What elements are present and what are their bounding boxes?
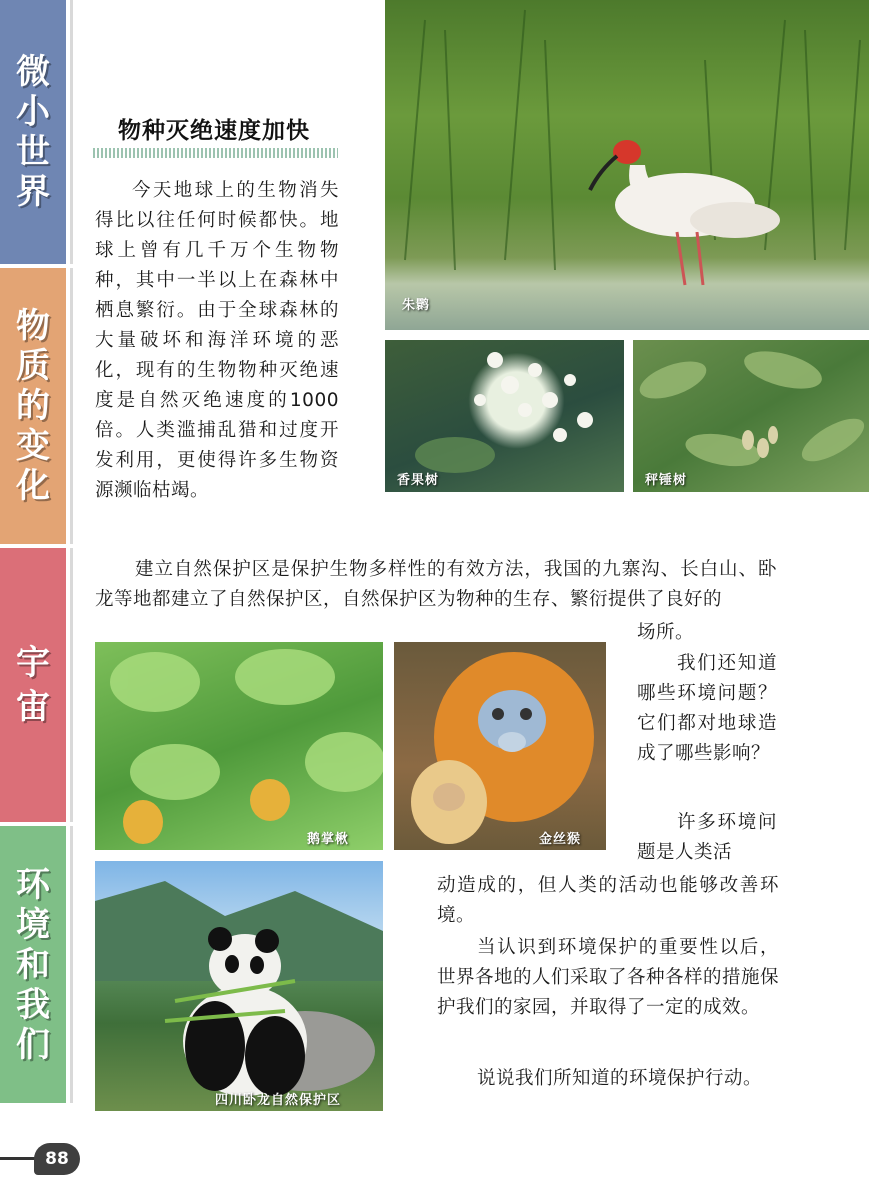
caption-tree1: 香果树 — [397, 473, 440, 488]
tab-char: 和 — [16, 944, 50, 985]
caption-monkey: 金丝猴 — [539, 832, 582, 847]
tab-char: 物 — [16, 306, 50, 346]
tab-char: 宇 — [16, 643, 50, 683]
paragraph-protection: 当认识到环境保护的重要性以后，世界各地的人们采取了各种各样的措施保护我们的家园，并取得了一定的成效。 — [437, 937, 780, 1018]
tab-char: 化 — [16, 466, 50, 506]
photo-emmenopterys-tree — [385, 340, 624, 492]
paragraph-human-activity: 许多环境问题是人类活 — [637, 812, 777, 863]
tab-char: 微 — [16, 52, 50, 92]
section-title: 物种灭绝速度加快 — [118, 118, 310, 144]
tab-char: 世 — [16, 132, 50, 172]
page-number: 88 — [34, 1143, 80, 1175]
tab-char: 环 — [16, 864, 50, 905]
paragraph-reserves: 建立自然保护区是保护生物多样性的有效方法，我国的九寨沟、长白山、卧龙等地都建立了自然保护区，自然保护区为物种的生存、繁衍提供了良好的 — [95, 559, 777, 610]
photo-crested-ibis — [385, 0, 869, 330]
title-underline — [93, 148, 338, 158]
photo-sinojackia-tree — [633, 340, 869, 492]
paragraph-discussion: 说说我们所知道的环境保护行动。 — [477, 1068, 763, 1089]
tab-char: 我 — [16, 984, 50, 1025]
caption-panda: 四川卧龙自然保护区 — [215, 1093, 342, 1108]
paragraph-reserves-end: 场所。 — [637, 622, 695, 643]
ibis-illustration — [385, 0, 869, 330]
photo-panda-wolong — [95, 861, 383, 1111]
page-number-line — [0, 1157, 38, 1160]
tab-char: 小 — [16, 92, 50, 132]
tab-char: 界 — [16, 172, 50, 212]
tab-char: 质 — [16, 346, 50, 386]
tab-char: 的 — [16, 386, 50, 426]
tab-environment-and-us[interactable] — [0, 826, 70, 1103]
tab-char: 变 — [16, 426, 50, 466]
panda-illustration — [95, 861, 383, 1111]
photo-golden-monkey — [394, 642, 606, 850]
caption-tulip: 鹅掌楸 — [307, 832, 350, 847]
tab-universe[interactable] — [0, 548, 70, 822]
caption-tree2: 秤锤树 — [645, 473, 688, 488]
paragraph-intro: 今天地球上的生物消失得比以往任何时候都快。地球上曾有几千万个生物物种，其中一半以上在森林中栖息繁衍。由于全球森林的大量破坏和海洋环境的恶化，现有的生物物种灭绝速度是自然灭绝速度的1000倍。人类滥捕乱猎和过度开发利用，更使得许多生物资源濒临枯竭。 — [95, 180, 339, 501]
photo-tulip-tree — [95, 642, 383, 850]
caption-ibis: 朱鹮 — [402, 298, 431, 313]
tab-matter-change[interactable] — [0, 268, 70, 544]
tab-char: 境 — [16, 904, 50, 945]
tab-micro-world[interactable] — [0, 0, 70, 264]
tulip-illustration — [95, 642, 383, 850]
tab-char: 们 — [16, 1024, 50, 1065]
tab-char: 宙 — [16, 687, 50, 727]
paragraph-human-activity-cont: 动造成的，但人类的活动也能够改善环境。 — [437, 875, 779, 926]
monkey-illustration — [394, 642, 606, 850]
chapter-tabs — [0, 0, 70, 1103]
paragraph-question: 我们还知道哪些环境问题？它们都对地球造成了哪些影响？ — [637, 653, 777, 764]
